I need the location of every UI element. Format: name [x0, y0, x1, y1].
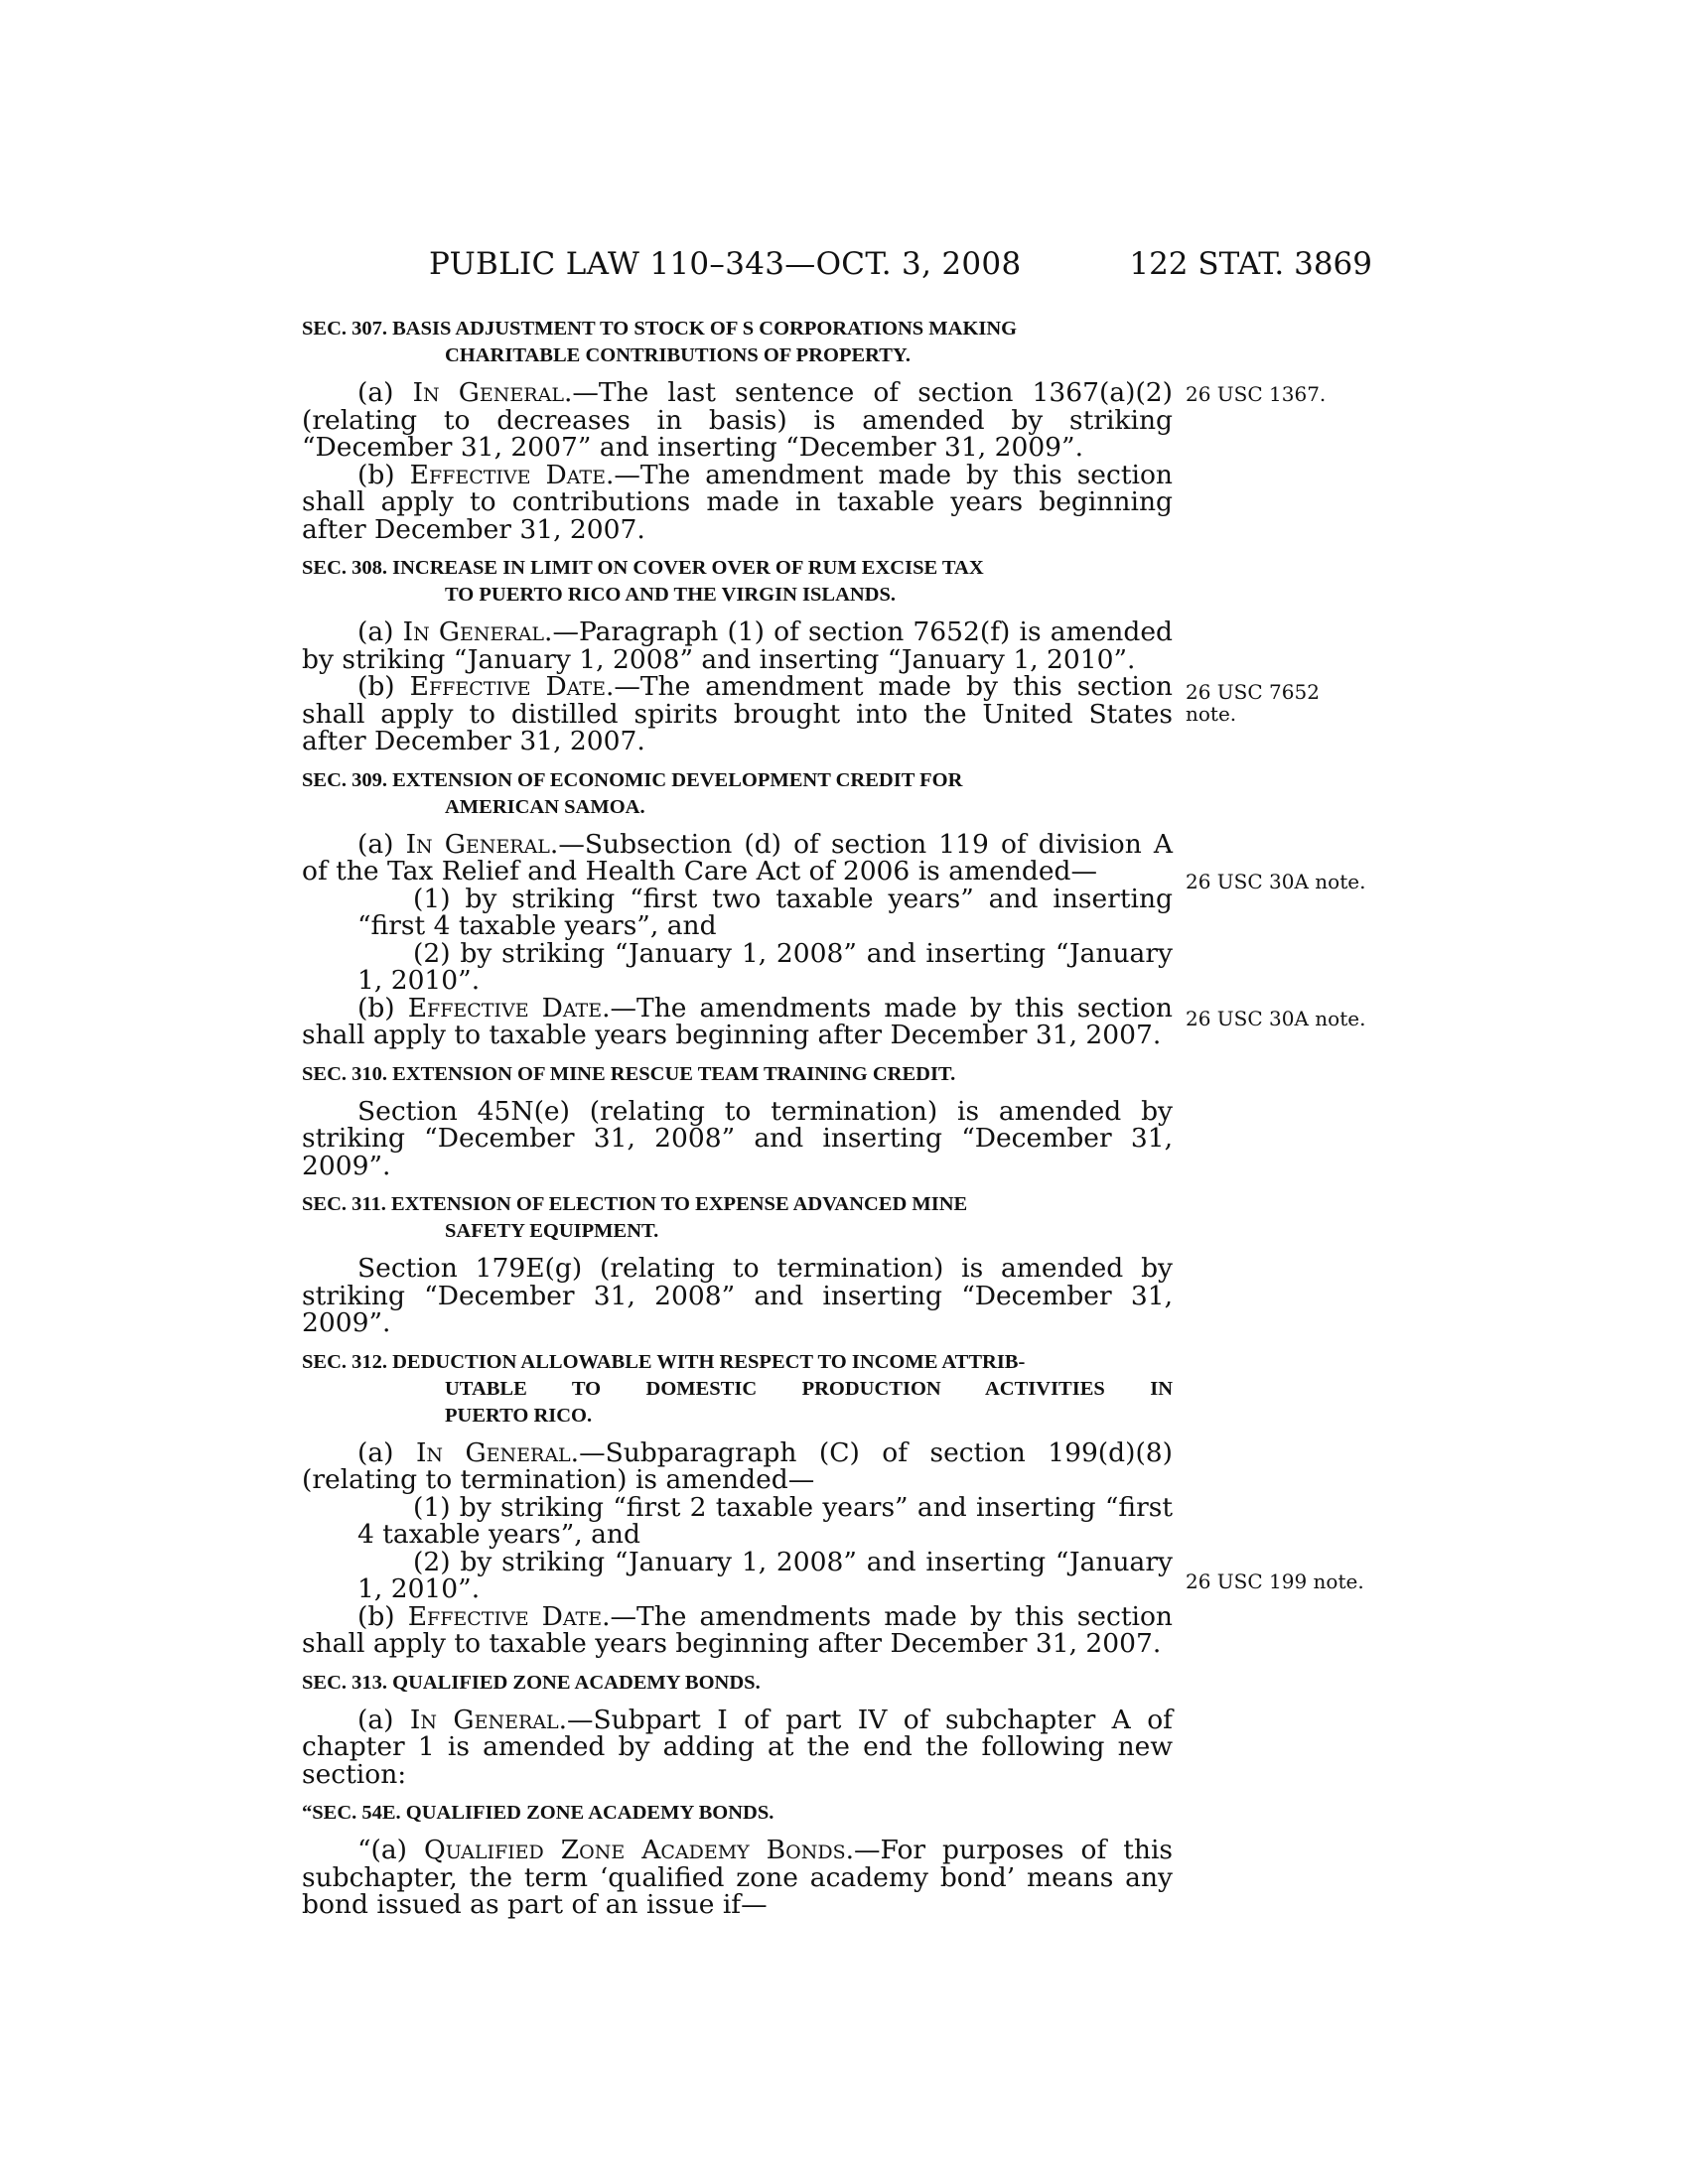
section-310-text: Section 45N(e) (relating to termination) is amended by striking “December 31, 2008” and inserting “December 31, 2009”. [302, 1095, 1173, 1181]
section-54e-subsection-a: “(a) Qualified Zone Academy Bonds.—For purposes of this subchapter, the term ‘qualified zone academy bond’ means any bond issued as part of an issue if— [302, 1835, 1174, 1920]
section-307-subsection-a: (a) In General.—The last sentence of section 1367(a)(2) (relating to decreases in basis) is amended by striking “December 31, 2007” and inserting “December 31, 2009”. [302, 377, 1174, 463]
section-312-heading-line1: SEC. 312. DEDUCTION ALLOWABLE WITH RESPECT TO INCOME ATTRIB- [302, 1350, 1026, 1373]
section-309-heading-line1: SEC. 309. EXTENSION OF ECONOMIC DEVELOPMENT CREDIT FOR [302, 768, 963, 791]
margin-note-sec312: 26 USC 199 note. [1186, 1570, 1364, 1593]
section-312-heading-line3: PUERTO RICO. [445, 1404, 593, 1427]
section-309-paragraph-2: (2) by striking “January 1, 2008” and inserting “January 1, 2010”. [357, 937, 1173, 996]
section-311-heading-line1: SEC. 311. EXTENSION OF ELECTION TO EXPENSE ADVANCED MINE [302, 1193, 968, 1215]
section-307-subsection-b: (b) Effective Date.—The amendment made by this section shall apply to contributions made in taxable years beginning after December 31, 2007. [302, 459, 1173, 545]
section-313-subsection-a: (a) In General.—Subpart I of part IV of subchapter A of chapter 1 is amended by adding at the end the following new section: [302, 1704, 1173, 1790]
section-311-text: Section 179E(g) (relating to termination) is amended by striking “December 31, 2008” and inserting “December 31, 2009”. [302, 1253, 1173, 1338]
section-311-heading [302, 1191, 1173, 1245]
section-308-heading-line1: SEC. 308. INCREASE IN LIMIT ON COVER OVER OF RUM EXCISE TAX [302, 557, 984, 579]
statute-page-number: 122 STAT. 3869 [1129, 246, 1372, 282]
page-header [429, 246, 1372, 286]
section-313-heading [302, 1670, 1173, 1697]
margin-note-sec309-a: 26 USC 30A note. [1186, 870, 1366, 893]
section-309-heading-line2: AMERICAN SAMOA. [445, 795, 645, 818]
section-309-subsection-b: (b) Effective Date.—The amendments made by this section shall apply to taxable years beginning after December 31, 2007. [302, 992, 1173, 1050]
section-309-heading [302, 767, 1173, 821]
section-310-heading-line1: SEC. 310. EXTENSION OF MINE RESCUE TEAM TRAINING CREDIT. [302, 1062, 956, 1085]
section-309-subsection-a: (a) In General.—Subsection (d) of section 119 of division A of the Tax Relief and Health Care Act of 2006 is amended— [302, 828, 1173, 887]
section-312-subsection-a: (a) In General.—Subparagraph (C) of section 199(d)(8) (relating to termination) is amended— [302, 1436, 1173, 1495]
margin-note-sec307: 26 USC 1367. [1186, 382, 1327, 406]
section-307-heading-line2: CHARITABLE CONTRIBUTIONS OF PROPERTY. [445, 344, 911, 366]
margin-note-sec309-b: 26 USC 30A note. [1186, 1007, 1366, 1030]
section-312-heading-line2: UTABLE TO DOMESTIC PRODUCTION ACTIVITIES IN [445, 1377, 1173, 1400]
section-307-heading-line1: SEC. 307. BASIS ADJUSTMENT TO STOCK OF S CORPORATIONS MAKING [302, 318, 1018, 340]
section-309-paragraph-1: (1) by striking “first two taxable years” and inserting “first 4 taxable years”, and [357, 883, 1173, 941]
section-54e-heading [302, 1800, 1173, 1827]
document-body [302, 316, 1173, 1919]
section-307-heading [302, 316, 1173, 369]
section-310-heading [302, 1061, 1173, 1088]
section-312-subsection-b: (b) Effective Date.—The amendments made by this section shall apply to taxable years beginning after December 31, 2007. [302, 1600, 1173, 1659]
section-54e-heading-line1: “SEC. 54E. QUALIFIED ZONE ACADEMY BONDS. [302, 1802, 774, 1824]
section-308-subsection-a: (a) In General.—Paragraph (1) of section 7652(f) is amended by striking “January 1, 2008” and inserting “January 1, 2010”. [302, 616, 1173, 675]
section-308-heading [302, 555, 1173, 609]
section-311-heading-line2: SAFETY EQUIPMENT. [445, 1220, 659, 1242]
margin-note-sec308-a: 26 USC 7652 [1186, 680, 1320, 704]
section-308-subsection-b: (b) Effective Date.—The amendment made by this section shall apply to distilled spirits brought into the United States after December 31, 2007. [302, 671, 1173, 756]
section-308-heading-line2: TO PUERTO RICO AND THE VIRGIN ISLANDS. [445, 584, 897, 606]
section-312-heading [302, 1349, 1173, 1430]
margin-note-sec308-b: note. [1186, 702, 1237, 726]
section-312-paragraph-1: (1) by striking “first 2 taxable years” and inserting “first 4 taxable years”, and [357, 1491, 1173, 1550]
section-313-heading-line1: SEC. 313. QUALIFIED ZONE ACADEMY BONDS. [302, 1671, 761, 1694]
public-law-citation: PUBLIC LAW 110–343—OCT. 3, 2008 [429, 246, 1022, 282]
section-312-paragraph-2: (2) by striking “January 1, 2008” and inserting “January 1, 2010”. [357, 1546, 1173, 1604]
